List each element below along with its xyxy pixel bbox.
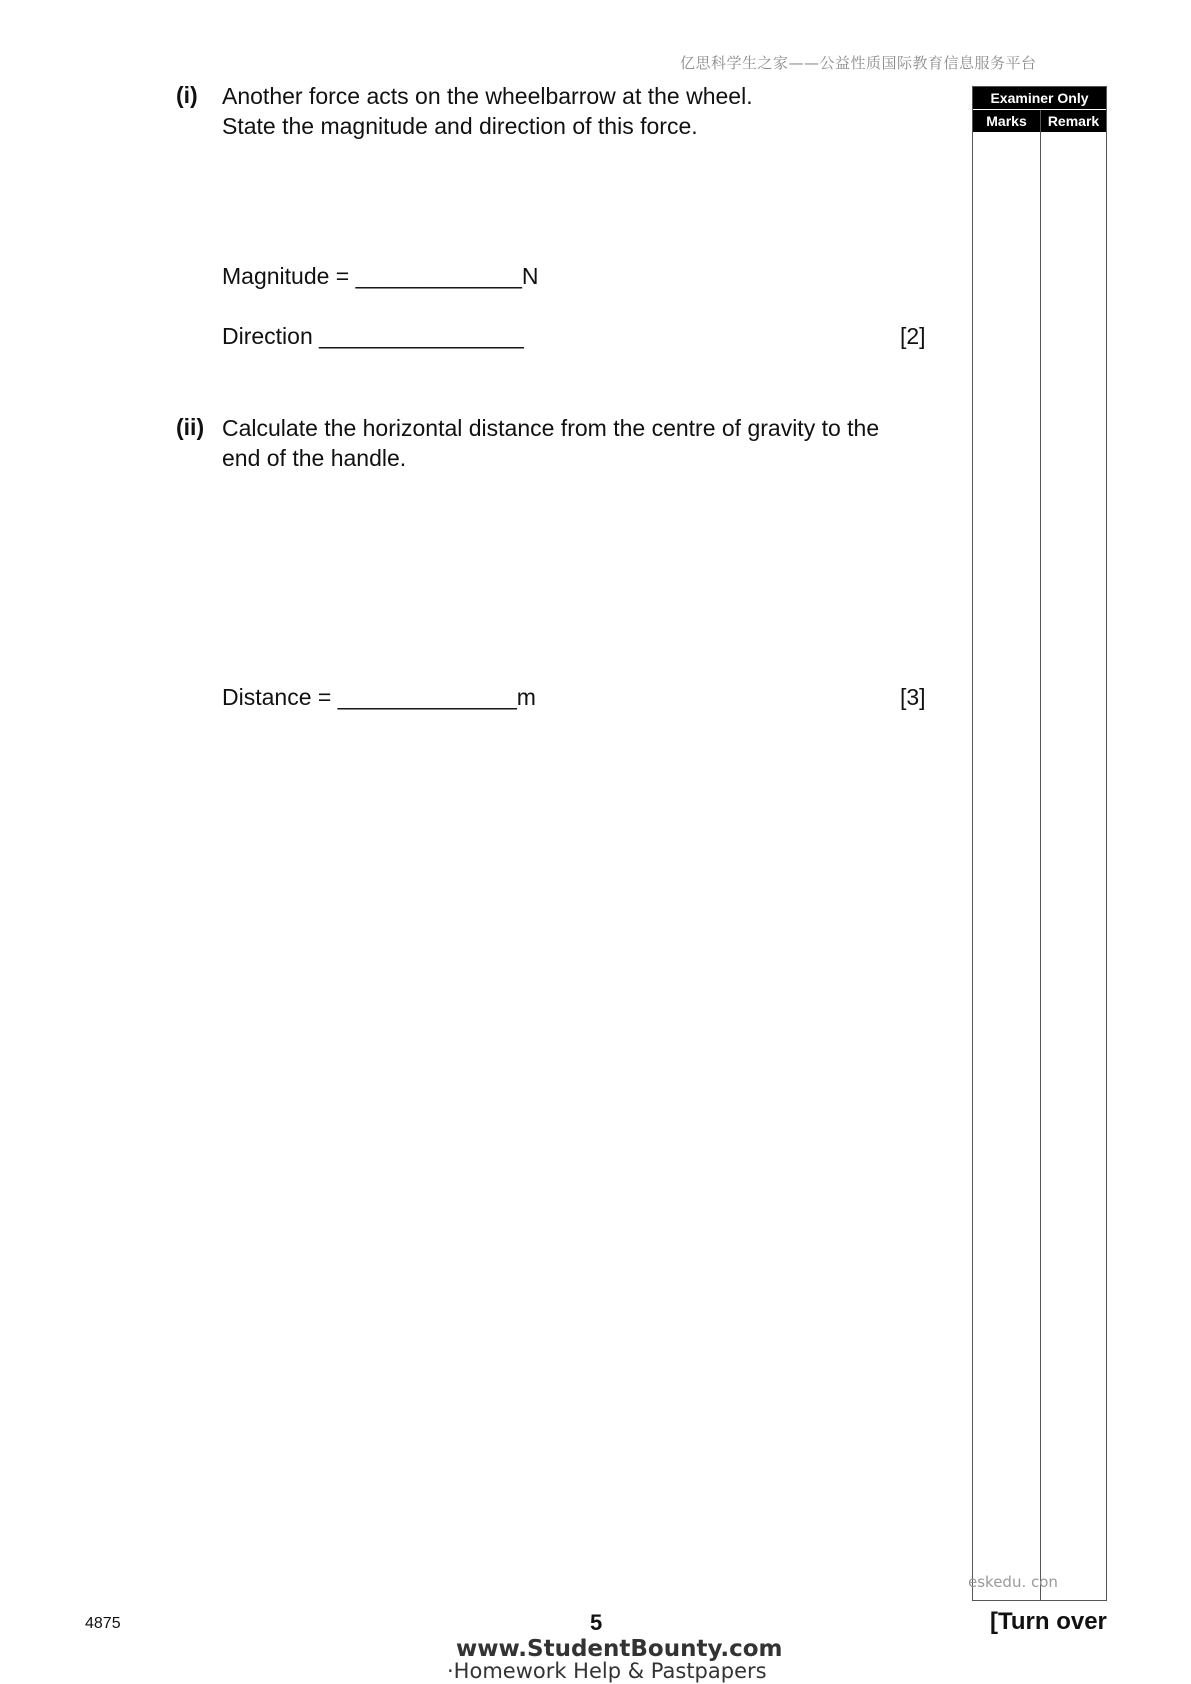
question-line: end of the handle. [222, 445, 407, 471]
studentbounty-tagline: ·Homework Help & Pastpapers [447, 1659, 767, 1683]
marks-allocation: [2] [900, 323, 926, 349]
marks-allocation: [3] [900, 684, 926, 710]
question-number: (ii) [176, 414, 205, 440]
question-line: State the magnitude and direction of this force. [222, 113, 698, 139]
answer-distance: Distance = ______________m [222, 684, 536, 710]
question-text [222, 413, 879, 473]
examiner-remark-header: Remark [1041, 110, 1106, 132]
watermark-header: 亿思科学生之家——公益性质国际教育信息服务平台 [680, 54, 1037, 72]
examiner-marks-header: Marks [973, 110, 1040, 132]
question-text [222, 81, 753, 141]
answer-direction: Direction ________________ [222, 323, 524, 349]
paper-code: 4875 [85, 1615, 121, 1632]
watermark-footer: eskedu. con [968, 1573, 1058, 1591]
answer-magnitude: Magnitude = _____________N [222, 263, 539, 289]
question-line: Another force acts on the wheelbarrow at the wheel. [222, 83, 753, 109]
question-number: (i) [176, 82, 198, 108]
examiner-only-column [972, 86, 1107, 1601]
studentbounty-url: www.StudentBounty.com [456, 1636, 783, 1662]
turn-over-label: [Turn over [990, 1608, 1107, 1635]
column-divider [1040, 110, 1041, 1600]
examiner-only-title: Examiner Only [973, 87, 1106, 109]
page-number: 5 [590, 1610, 603, 1635]
question-line: Calculate the horizontal distance from the centre of gravity to the [222, 415, 880, 441]
